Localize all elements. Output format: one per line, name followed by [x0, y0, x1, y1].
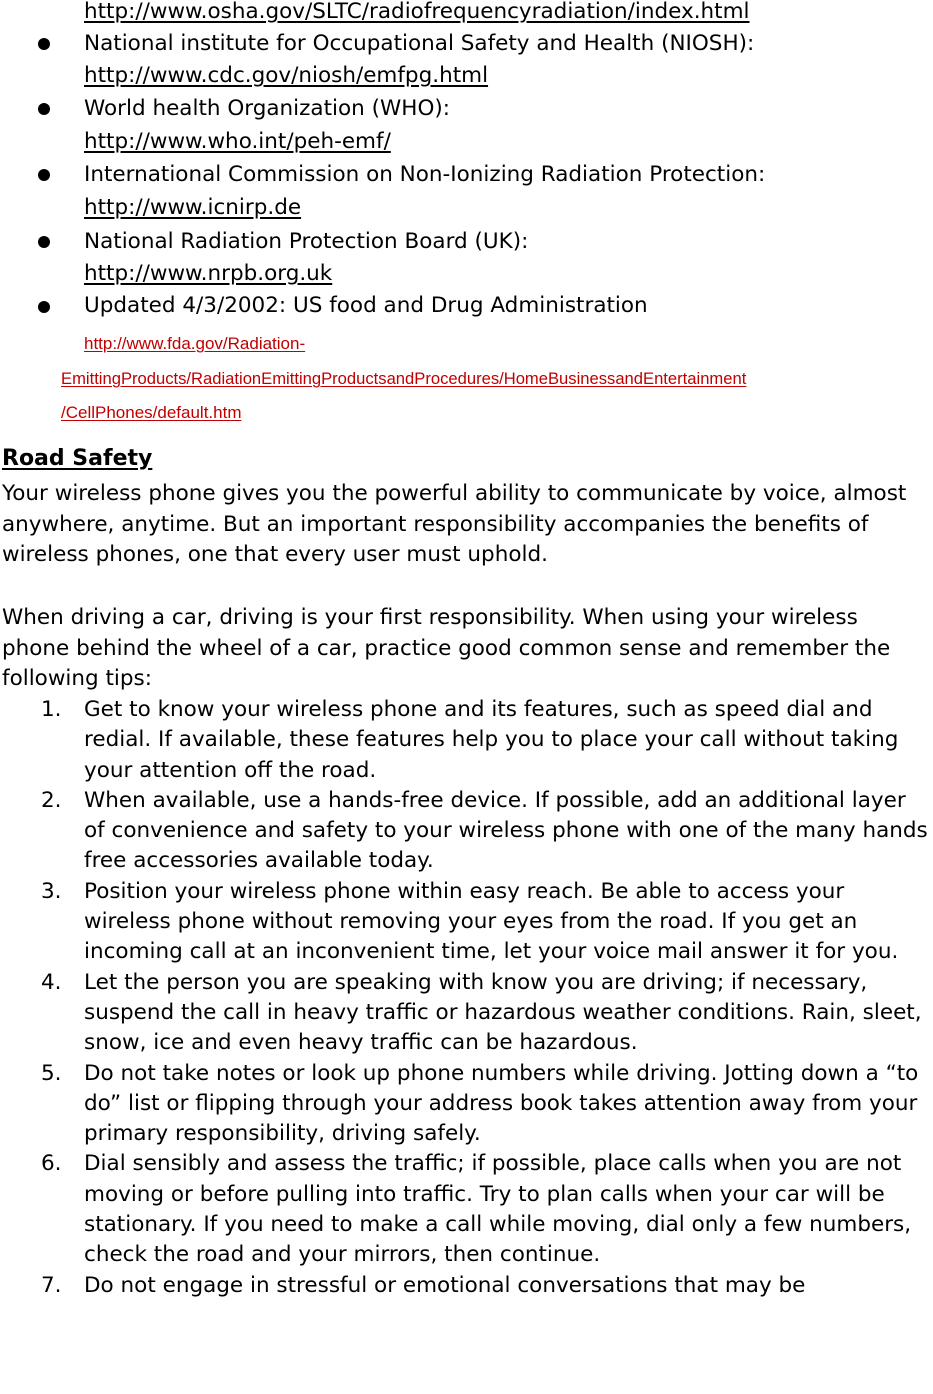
bullet-icon: [38, 301, 50, 313]
bullet-icon: [38, 236, 50, 248]
icnirp-link[interactable]: http://www.icnirp.de: [84, 195, 302, 220]
list-item: [0, 695, 933, 786]
list-item-text: Dial sensibly and assess the traffic; if possible, place calls when you are not moving or before pulling into traffic. Try to plan calls when your car will be stationary. If you need to make a call while moving, dial only a few numbers, check the road and your mirrors, then continue.: [84, 1151, 912, 1268]
reference-label-icnirp: International Commission on Non-Ionizing Radiation Protection:: [84, 162, 766, 187]
osha-link[interactable]: http://www.osha.gov/SLTC/radiofrequencyradiation/index.html: [84, 0, 750, 24]
bullet-icon: [38, 103, 50, 115]
nrpb-link[interactable]: http://www.nrpb.org.uk: [84, 261, 333, 286]
who-link[interactable]: http://www.who.int/peh-emf/: [84, 129, 391, 154]
tips-list: [0, 695, 933, 1301]
list-item: [0, 1271, 933, 1301]
bullet-icon: [38, 169, 50, 181]
list-item-text: Position your wireless phone within easy reach. Be able to access your wireless phone without removing your eyes from the road. If you get an incoming call at an inconvenient time, let your voice mail answer it for you.: [84, 878, 899, 965]
list-item-number: 6.: [41, 1151, 62, 1177]
list-item: [0, 786, 933, 877]
list-item: [0, 968, 933, 1059]
reference-label-niosh: National institute for Occupational Safety and Health (NIOSH):: [84, 31, 755, 56]
fda-link-line-2[interactable]: EmittingProducts/RadiationEmittingProductsandProcedures/HomeBusinessandEntertainment: [61, 369, 747, 388]
list-item-number: 5.: [41, 1060, 62, 1086]
fda-link-line-3[interactable]: /CellPhones/default.htm: [61, 403, 242, 422]
paragraph-driving: When driving a car, driving is your first responsibility. When using your wireless phone behind the wheel of a car, practice good common sense and remember the following tips:: [2, 605, 891, 691]
list-item-number: 3.: [41, 878, 62, 904]
list-item-text: Do not engage in stressful or emotional conversations that may be: [84, 1272, 806, 1298]
fda-link-line-1[interactable]: http://www.fda.gov/Radiation-: [84, 334, 306, 353]
reference-label-fda: Updated 4/3/2002: US food and Drug Administration: [84, 293, 648, 318]
list-item-number: 7.: [41, 1272, 62, 1298]
list-item-number: 4.: [41, 969, 62, 995]
section-heading-road-safety: Road Safety: [2, 446, 153, 471]
list-item-text: When available, use a hands-free device. If possible, add an additional layer of convenience and safety to your wireless phone with one of the many hands free accessories available today.: [84, 787, 928, 874]
reference-label-who: World health Organization (WHO):: [84, 96, 450, 121]
bullet-icon: [38, 38, 50, 50]
paragraph-intro: Your wireless phone gives you the powerful ability to communicate by voice, almost anywhere, anytime. But an important responsibility accompanies the benefits of wireless phones, one that every user must uphold.: [2, 481, 907, 567]
list-item-text: Do not take notes or look up phone numbers while driving. Jotting down a “to do” list or flipping through your address book takes attention away from your primary responsibility, driving safely.: [84, 1060, 919, 1147]
niosh-link[interactable]: http://www.cdc.gov/niosh/emfpg.html: [84, 63, 489, 88]
list-item-text: Get to know your wireless phone and its features, such as speed dial and redial. If available, these features help you to place your call without taking your attention off the road.: [84, 697, 899, 783]
reference-label-nrpb: National Radiation Protection Board (UK):: [84, 229, 529, 254]
list-item: [0, 1059, 933, 1150]
list-item-text: Let the person you are speaking with know you are driving; if necessary, suspend the call in heavy traffic or hazardous weather conditions. Rain, sleet, snow, ice and even heavy traffic can be hazardous.: [84, 969, 922, 1056]
list-item: [0, 877, 933, 968]
list-item: [0, 1149, 933, 1270]
list-item-number: 2.: [41, 787, 62, 813]
list-item-number: 1.: [41, 697, 62, 722]
